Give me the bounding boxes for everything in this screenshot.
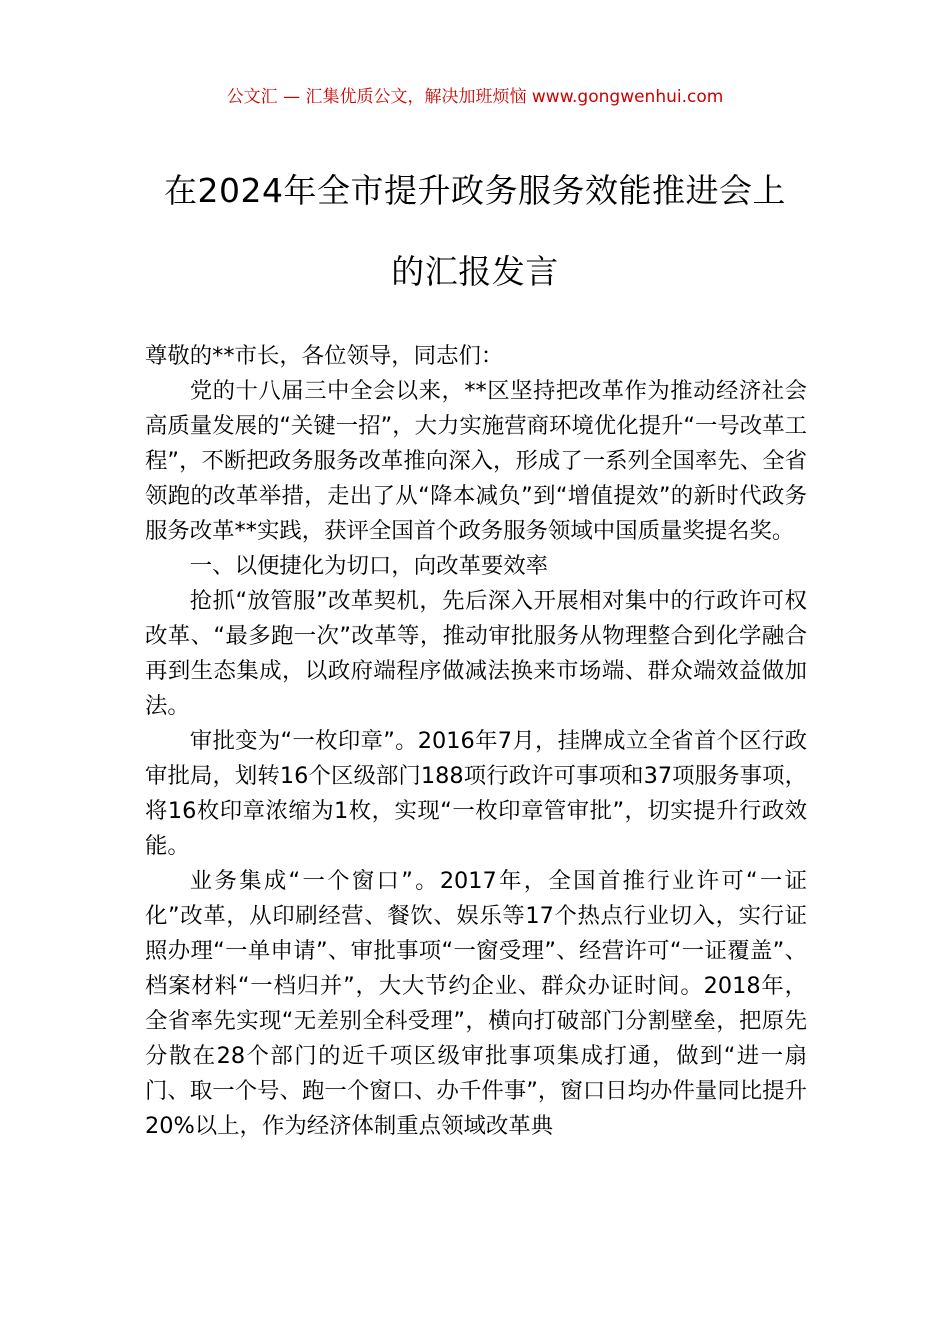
salutation: 尊敬的**市长，各位领导，同志们： [145, 343, 504, 369]
title-line-2: 的汇报发言 [391, 252, 559, 291]
paragraph-window: 业务集成“一个窗口”。2017年，全国首推行业许可“一证化”改革，从印刷经营、餐饮、娱乐等17个热点行业切入，实行证照办理“一单申请”、审批事项“一窗受理”、经营许可“一证覆盖”、档案材料“一档归并”，大大节约企业、群众办证时间。2018年，全省率先实现“无差别全科受理”，横向打破部门分割壁垒，把原先分散在28个部门的近千项区级审批事项集成打通，做到“进一扇门、取一个号、跑一个窗口、办千件事”，窗口日均办件量同比提升20%以上，作为经济体制重点领域改革典 [145, 868, 807, 1139]
paragraph-seal: 审批变为“一枚印章”。2016年7月，挂牌成立全省首个区行政审批局，划转16个区级部门188项行政许可事项和37项服务事项，将16枚印章浓缩为1枚，实现“一枚印章管审批”，切实提升行政效能。 [145, 728, 807, 859]
title-line-1: 在2024年全市提升政务服务效能推进会上 [164, 171, 786, 210]
paragraph-intro: 党的十八届三中全会以来，**区坚持把改革作为推动经济社会高质量发展的“关键一招”，大力实施营商环境优化提升“一号改革工程”，不断把政务服务改革推向深入，形成了一系列全国率先、全省领跑的改革举措，走出了从“降本减负”到“增值提效”的新时代政务服务改革**实践，获评全国首个政务服务领域中国质量奖提名奖。 [145, 378, 807, 544]
document-body [145, 339, 807, 1144]
paragraph-reform: 抢抓“放管服”改革契机，先后深入开展相对集中的行政许可权改革、“最多跑一次”改革等，推动审批服务从物理整合到化学融合再到生态集成，以政府端程序做减法换来市场端、群众端效益做加法。 [145, 588, 807, 719]
header-banner: 公文汇 — 汇集优质公文，解决加班烦恼 www.gongwenhui.com [226, 87, 724, 107]
document-title [110, 150, 840, 312]
section-heading-1: 一、以便捷化为切口，向改革要效率 [189, 553, 549, 579]
